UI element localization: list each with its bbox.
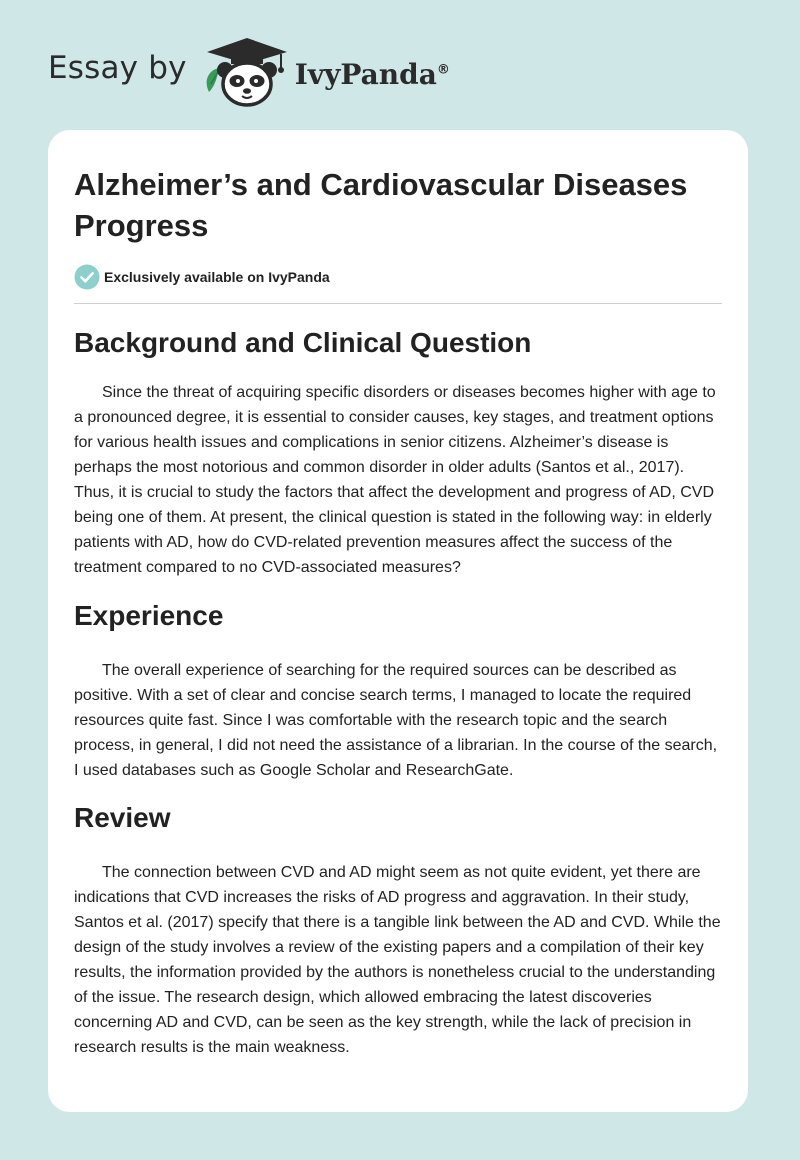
page-title: Alzheimer’s and Cardiovascular Diseases Progress bbox=[74, 167, 688, 243]
panda-graduate-logo-icon bbox=[201, 36, 293, 108]
exclusive-label: Exclusively available on IvyPanda bbox=[104, 269, 330, 285]
section-heading: Experience bbox=[74, 600, 224, 631]
brand-name bbox=[295, 58, 450, 91]
title-divider bbox=[74, 303, 722, 304]
check-circle-icon bbox=[74, 264, 100, 290]
section-heading: Review bbox=[74, 802, 171, 833]
section-heading: Background and Clinical Question bbox=[74, 327, 532, 358]
section-background bbox=[74, 326, 722, 580]
brand-header[interactable] bbox=[48, 36, 450, 108]
section-paragraph: Since the threat of acquiring specific disorders or diseases becomes higher with age to a pronounced degree, it is essential to consider causes, key stages, and treatment options for various health issues and complications in senior citizens. Alzheimer’s disease is perhaps the most notorious and common disorder in older adults (Santos et al., 2017). Thus, it is crucial to study the factors that affect the development and progress of AD, CVD being one of them. At present, the clinical question is stated in the following way: in elderly patients with AD, how do CVD-related prevention measures affect the success of the treatment compared to no CVD-associated measures? bbox=[74, 384, 716, 576]
section-paragraph: The overall experience of searching for the required sources can be described as positive. With a set of clear and concise search terms, I managed to locate the required resources quite fast. Since I was comfortable with the research topic and the search process, in general, I did not need the assistance of a librarian. In the course of the search, I used databases such as Google Scholar and ResearchGate. bbox=[74, 662, 718, 779]
brand-name-text: IvyPanda bbox=[294, 57, 437, 91]
essay-card bbox=[48, 130, 748, 1112]
brand-prefix: Essay by bbox=[48, 50, 187, 86]
registered-mark: ® bbox=[436, 62, 450, 78]
exclusive-badge bbox=[74, 264, 722, 290]
section-paragraph: The connection between CVD and AD might seem as not quite evident, yet there are indications that CVD increases the risks of AD progress and aggravation. In their study, Santos et al. (2017) specify that there is a tangible link between the AD and CVD. While the design of the study involves a review of the existing papers and a compilation of their key results, the information provided by the authors is nonetheless crucial to the understanding of the issue. The research design, which allowed embracing the latest discoveries concerning AD and CVD, can be seen as the key strength, while the lack of precision in research results is the main weakness. bbox=[74, 864, 721, 1056]
section-experience bbox=[74, 599, 722, 783]
section-review bbox=[74, 801, 722, 1060]
